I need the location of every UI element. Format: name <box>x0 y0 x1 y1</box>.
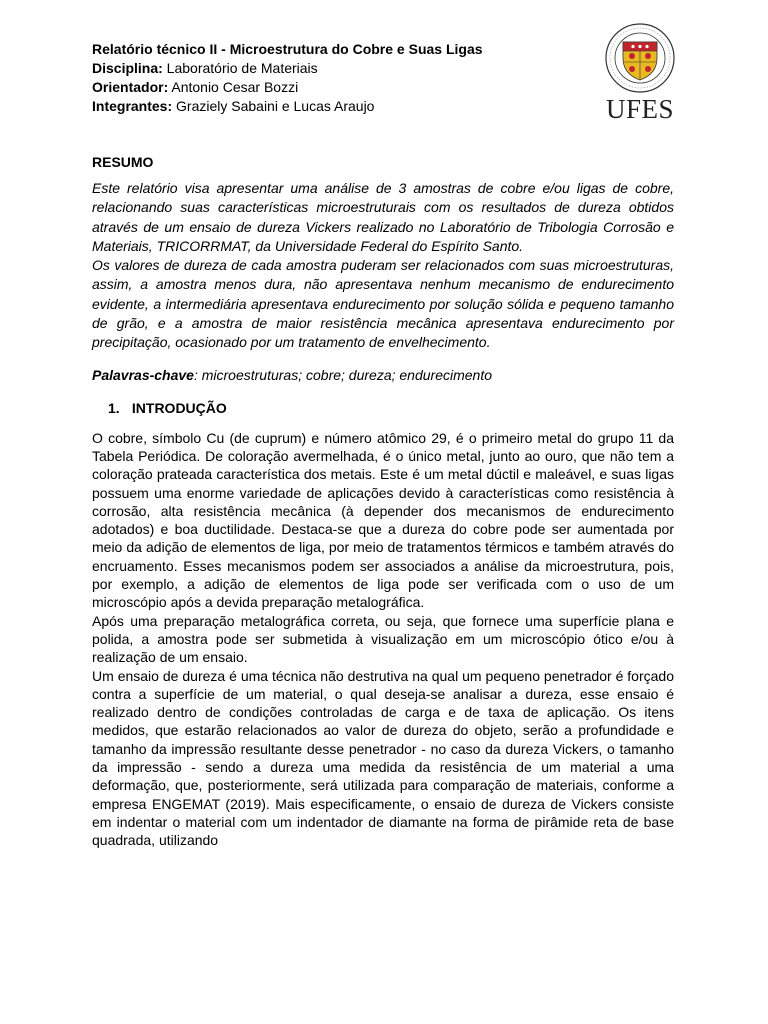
keywords-line <box>92 367 674 383</box>
ufes-seal-icon <box>601 22 679 94</box>
section-number: 1. <box>108 399 120 416</box>
abstract-paragraph: Este relatório visa apresentar uma análise de 3 amostras de cobre e/ou ligas de cobre, relacionando suas características microestruturais com os resultados de dureza obtidos através de um ensaio de dureza Vickers realizado no Laboratório de Tribologia Corrosão e Materiais, TRICORRMAT, da Universidade Federal do Espírito Santo. <box>92 180 674 254</box>
abstract-paragraph: Os valores de dureza de cada amostra puderam ser relacionados com suas microestruturas, assim, a amostra menos dura, não apresentava nenhum mecanismo de endurecimento evidente, a intermediária apresentava endurecimento por solução sólida e pequeno tamanho de grão, e a amostra de maior resistência mecânica apresentava endurecimento por precipitação, ocasionado por um tratamento de envelhecimento. <box>92 257 674 351</box>
keywords-text: : microestruturas; cobre; dureza; endurecimento <box>193 366 492 383</box>
document-page <box>92 40 674 850</box>
body-paragraph: O cobre, símbolo Cu (de cuprum) e número atômico 29, é o primeiro metal do grupo 11 da Tabela Periódica. De coloração avermelhada, é o único metal, junto ao ouro, que não tem a coloração prateada característica dos metais. Este é um metal dúctil e maleável, e suas ligas possuem uma enorme variedade de aplicações devido à características como resistência à corrosão, alta resistência mecânica (à depender dos mecanismos de endurecimento adotados) e boa ductilidade. Destaca-se que a dureza do cobre pode ser aumentada por meio da adição de elementos de liga, por meio de tratamentos térmicos e também através do encruamento. Esses mecanismos podem ser associados a análise da microestrutura, pois, por exemplo, a adição de elementos de liga pode ser verificada com o uso de um microscópio após a devida preparação metalográfica. <box>92 429 674 611</box>
integrantes-line <box>92 97 674 116</box>
keywords-label: Palavras-chave <box>92 366 194 383</box>
disciplina-value: Laboratório de Materiais <box>162 60 318 76</box>
disciplina-label: Disciplina: <box>92 60 163 76</box>
section-title: INTRODUÇÃO <box>131 399 227 416</box>
ufes-wordmark: UFES <box>605 94 675 124</box>
resumo-heading: RESUMO <box>92 154 154 170</box>
body-paragraph: Após uma preparação metalográfica correta, ou seja, que fornece uma superfície plana e polida, a amostra pode ser submetida à visualização em um microscópio ótico e/ou à realização de um ensaio. <box>92 612 674 666</box>
body-paragraph: Um ensaio de dureza é uma técnica não destrutiva na qual um pequeno penetrador é forçado contra a superfície de um material, o qual deseja-se analisar a dureza, esse ensaio é realizado dentro de condições controladas de carga e de taxa de aplicação. Os itens medidos, que estarão relacionados ao valor de dureza do objeto, serão a profundidade e tamanho da impressão resultante desse penetrador - no caso da dureza Vickers, o tamanho da impressão - sendo a dureza uma medida da resistência de um material a uma deformação, que, posteriormente, será utilizada para comparação de materiais, conforme a empresa ENGEMAT (2019). Mais especificamente, o ensaio de dureza de Vickers consiste em indentar o material com um indentador de diamante na forma de pirâmide reta de base quadrada, utilizando <box>92 667 674 849</box>
report-header <box>92 40 674 130</box>
introducao-body <box>92 429 674 850</box>
disciplina-line <box>92 59 674 78</box>
section-heading-introducao <box>92 400 674 416</box>
report-title: Relatório técnico II - Microestrutura do Cobre e Suas Ligas <box>92 41 483 57</box>
resumo-abstract <box>92 179 674 353</box>
orientador-line <box>92 78 674 97</box>
integrantes-label: Integrantes: <box>92 98 173 114</box>
orientador-value: Antonio Cesar Bozzi <box>168 79 299 95</box>
integrantes-value: Graziely Sabaini e Lucas Araujo <box>172 98 375 114</box>
orientador-label: Orientador: <box>92 79 169 95</box>
ufes-logo <box>600 22 680 125</box>
